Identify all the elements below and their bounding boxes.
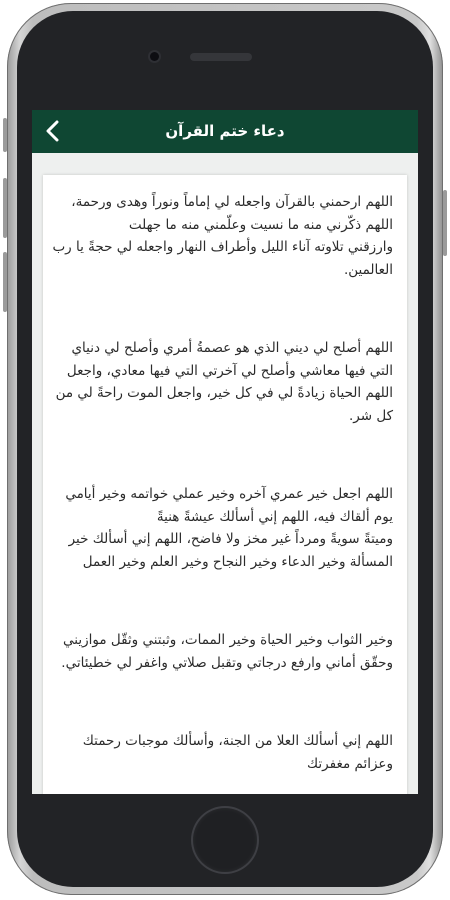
dua-paragraph <box>51 337 393 427</box>
power-button <box>443 190 447 256</box>
mute-switch <box>3 118 7 152</box>
dua-paragraph <box>51 191 393 281</box>
dua-paragraph <box>51 483 393 573</box>
back-button[interactable] <box>36 114 70 148</box>
dua-line: وخير الثواب وخير الحياة وخير الممات، وثبتني وثقّل موازيني وحقّق أماني وارفع درجاتي وتقبل صلاتي واغفر لي خطيئاتي. <box>61 632 393 671</box>
dua-list <box>51 191 393 794</box>
app-bar <box>32 110 418 153</box>
dua-line: اللهم اجعل خير عمري آخره وخير عملي خواتمه وخير أيامي يوم ألقاك فيه، اللهم إني أسألك عيشةً هنيةً <box>65 486 393 525</box>
dua-paragraph <box>51 730 393 775</box>
volume-down-button <box>3 252 7 312</box>
volume-up-button <box>3 178 7 238</box>
home-button[interactable] <box>193 808 257 872</box>
page-title: دعاء ختم القرآن <box>165 122 285 140</box>
screen <box>32 110 418 794</box>
earpiece-speaker <box>190 53 252 61</box>
dua-line: اللهم إني أسألك العلا من الجنة، وأسألك موجبات رحمتك وعزائم مغفرتك <box>82 733 393 772</box>
dua-line: وميتةً سويةً ومرداً غير مخز ولا فاضح، اللهم إني أسألك خير المسألة وخير الدعاء وخير النجاح وخير العلم وخير العمل <box>68 531 393 570</box>
dua-line: اللهم أصلح لي ديني الذي هو عصمةُ أمري وأصلح لي دنياي التي فيها معاشي وأصلح لي آخرتي التي فيها معادي، واجعل اللهم الحياة زيادةً لي في كل خير، واجعل الموت راحةً لي من كل شر. <box>55 340 393 424</box>
dua-line: وارزقني تلاوته آناء الليل وأطراف النهار واجعله لي حجةً يا رب العالمين. <box>52 239 393 278</box>
dua-line: اللهم ارحمني بالقرآن واجعله لي إماماً ونوراً وهدى ورحمة، اللهم ذكّرني منه ما نسيت وعلّمني منه ما جهلت <box>71 194 393 233</box>
dua-content-card <box>43 175 407 794</box>
dua-paragraph <box>51 629 393 674</box>
chevron-left-icon <box>45 120 61 142</box>
front-camera <box>150 52 159 61</box>
